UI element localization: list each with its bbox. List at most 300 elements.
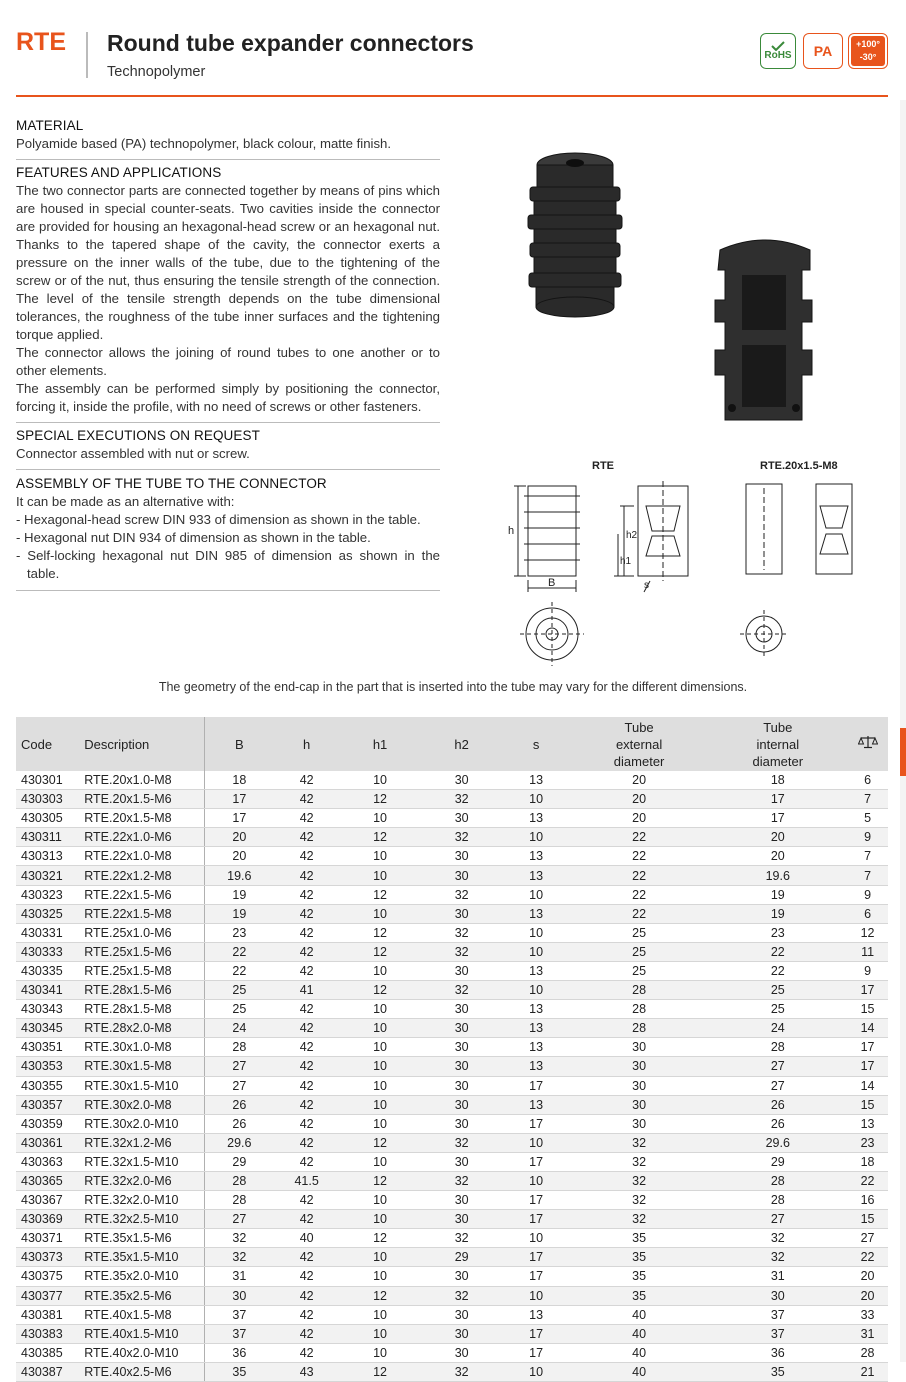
table-header-row (16, 717, 888, 771)
cell-h2: 30 (421, 771, 503, 790)
cell-h1: 10 (339, 1324, 421, 1343)
cell-tube-internal: 18 (708, 771, 847, 790)
table-row (16, 809, 888, 828)
cell-tube-external: 25 (570, 961, 709, 980)
technical-drawing (498, 476, 898, 666)
cell-h: 42 (274, 904, 339, 923)
cell-h2: 30 (421, 1324, 503, 1343)
cell-s: 13 (502, 1095, 569, 1114)
cell-description: RTE.32x2.0-M6 (80, 1171, 204, 1190)
cell-h: 42 (274, 828, 339, 847)
features-paragraph-1: The two connector parts are connected together by means of pins which are housed in special counter-seats. Two cavities inside the connector are provided for housing an hexagonal-head screw or an hexagonal nut. Thanks to the tapered shape of the cavity, the connector exerts a pressure on the inner walls of the tube, due to the tightening of the screw or of the nut, thus ensuring the tensile strength of the connection. The level of the tensile strength depends on the tube dimensional tolerances, the roughness of the tube inner surfaces and the tightening torque applied. (16, 183, 440, 342)
cell-description: RTE.30x1.0-M8 (80, 1038, 204, 1057)
cell-h2: 30 (421, 961, 503, 980)
cell-h2: 30 (421, 1038, 503, 1057)
cell-tube-external: 22 (570, 885, 709, 904)
table-row (16, 1057, 888, 1076)
side-tab-strip (900, 100, 906, 1362)
cell-h1: 10 (339, 771, 421, 790)
cell-code: 430377 (16, 1286, 80, 1305)
cell-tube-external: 28 (570, 981, 709, 1000)
cell-b: 37 (204, 1305, 274, 1324)
cell-h: 42 (274, 809, 339, 828)
divider (16, 590, 440, 591)
cell-tube-external: 40 (570, 1305, 709, 1324)
cell-s: 13 (502, 1000, 569, 1019)
assembly-title: ASSEMBLY OF THE TUBE TO THE CONNECTOR (16, 476, 327, 491)
cell-code: 430385 (16, 1343, 80, 1362)
cell-h1: 10 (339, 1076, 421, 1095)
cell-h2: 32 (421, 790, 503, 809)
cell-h2: 30 (421, 1267, 503, 1286)
cell-h1: 10 (339, 1343, 421, 1362)
cell-weight: 23 (847, 1133, 888, 1152)
cell-h1: 10 (339, 961, 421, 980)
cell-b: 37 (204, 1324, 274, 1343)
cell-s: 13 (502, 961, 569, 980)
cell-tube-internal: 26 (708, 1095, 847, 1114)
cell-h: 42 (274, 1057, 339, 1076)
temp-max: +100° (856, 39, 880, 49)
cell-code: 430313 (16, 847, 80, 866)
table-row (16, 1000, 888, 1019)
cell-tube-external: 32 (570, 1152, 709, 1171)
cell-b: 25 (204, 981, 274, 1000)
cell-b: 29.6 (204, 1133, 274, 1152)
cell-description: RTE.40x1.5-M10 (80, 1324, 204, 1343)
col-h1: h1 (339, 717, 421, 771)
cell-description: RTE.25x1.5-M8 (80, 961, 204, 980)
table-row (16, 1191, 888, 1210)
cell-tube-internal: 35 (708, 1362, 847, 1381)
cell-b: 22 (204, 961, 274, 980)
cell-s: 17 (502, 1210, 569, 1229)
cell-tube-internal: 22 (708, 942, 847, 961)
cell-tube-internal: 25 (708, 981, 847, 1000)
cell-code: 430375 (16, 1267, 80, 1286)
cell-tube-internal: 29.6 (708, 1133, 847, 1152)
cell-s: 10 (502, 923, 569, 942)
cell-description: RTE.35x2.0-M10 (80, 1267, 204, 1286)
cell-h1: 10 (339, 847, 421, 866)
cell-h: 41 (274, 981, 339, 1000)
cell-tube-internal: 17 (708, 809, 847, 828)
cell-tube-internal: 32 (708, 1248, 847, 1267)
cell-s: 10 (502, 1229, 569, 1248)
cell-h1: 10 (339, 1191, 421, 1210)
cell-tube-external: 32 (570, 1133, 709, 1152)
cell-description: RTE.30x2.0-M8 (80, 1095, 204, 1114)
cell-b: 29 (204, 1152, 274, 1171)
cell-description: RTE.25x1.5-M6 (80, 942, 204, 961)
cell-h2: 32 (421, 1229, 503, 1248)
cell-b: 18 (204, 771, 274, 790)
cell-h: 42 (274, 1114, 339, 1133)
material-label: PA (813, 43, 833, 59)
cell-tube-external: 25 (570, 923, 709, 942)
cell-b: 20 (204, 828, 274, 847)
cell-b: 27 (204, 1210, 274, 1229)
cell-weight: 9 (847, 885, 888, 904)
cell-h: 42 (274, 1286, 339, 1305)
cell-code: 430345 (16, 1019, 80, 1038)
active-section-tab[interactable] (900, 728, 906, 776)
table-row (16, 828, 888, 847)
cell-h1: 12 (339, 1133, 421, 1152)
cell-weight: 7 (847, 866, 888, 885)
cell-code: 430303 (16, 790, 80, 809)
features-text (16, 182, 440, 416)
cell-s: 13 (502, 847, 569, 866)
cell-code: 430321 (16, 866, 80, 885)
cell-weight: 20 (847, 1286, 888, 1305)
cell-tube-external: 30 (570, 1057, 709, 1076)
cell-description: RTE.20x1.0-M8 (80, 771, 204, 790)
cell-tube-external: 32 (570, 1210, 709, 1229)
cell-tube-internal: 19 (708, 885, 847, 904)
table-row (16, 1076, 888, 1095)
table-row (16, 1229, 888, 1248)
cell-s: 10 (502, 828, 569, 847)
cell-b: 19 (204, 904, 274, 923)
cell-s: 10 (502, 1362, 569, 1381)
cell-b: 28 (204, 1038, 274, 1057)
cell-tube-external: 20 (570, 809, 709, 828)
cell-h2: 30 (421, 1343, 503, 1362)
cell-code: 430371 (16, 1229, 80, 1248)
table-row (16, 1267, 888, 1286)
cell-description: RTE.28x2.0-M8 (80, 1019, 204, 1038)
cell-h1: 10 (339, 1267, 421, 1286)
cell-code: 430355 (16, 1076, 80, 1095)
table-row (16, 923, 888, 942)
cell-description: RTE.30x1.5-M10 (80, 1076, 204, 1095)
cell-h2: 30 (421, 1191, 503, 1210)
cell-weight: 9 (847, 828, 888, 847)
col-h2: h2 (421, 717, 503, 771)
cell-h1: 10 (339, 1000, 421, 1019)
cell-tube-internal: 37 (708, 1324, 847, 1343)
cell-s: 17 (502, 1324, 569, 1343)
cell-tube-external: 30 (570, 1095, 709, 1114)
cell-tube-external: 30 (570, 1114, 709, 1133)
cell-weight: 11 (847, 942, 888, 961)
dim-h2: h2 (626, 530, 638, 541)
cell-h: 43 (274, 1362, 339, 1381)
cell-h2: 30 (421, 866, 503, 885)
material-title: MATERIAL (16, 118, 84, 133)
cell-h: 40 (274, 1229, 339, 1248)
cell-b: 28 (204, 1171, 274, 1190)
list-item: - Hexagonal-head screw DIN 933 of dimension as shown in the table. (16, 512, 421, 527)
cell-h2: 30 (421, 1019, 503, 1038)
cell-h1: 10 (339, 1038, 421, 1057)
cell-tube-internal: 28 (708, 1191, 847, 1210)
cell-h1: 12 (339, 923, 421, 942)
cell-h: 42 (274, 771, 339, 790)
cell-h: 42 (274, 1267, 339, 1286)
cell-weight: 7 (847, 790, 888, 809)
cell-s: 10 (502, 981, 569, 1000)
table-row (16, 885, 888, 904)
table-row (16, 866, 888, 885)
cell-b: 31 (204, 1267, 274, 1286)
cell-b: 23 (204, 923, 274, 942)
cell-code: 430383 (16, 1324, 80, 1343)
cell-code: 430331 (16, 923, 80, 942)
cell-h1: 10 (339, 1019, 421, 1038)
table-row (16, 1305, 888, 1324)
table-row (16, 1248, 888, 1267)
cell-tube-internal: 26 (708, 1114, 847, 1133)
table-row (16, 1343, 888, 1362)
cell-s: 10 (502, 885, 569, 904)
cell-s: 13 (502, 771, 569, 790)
cell-description: RTE.28x1.5-M6 (80, 981, 204, 1000)
cell-weight: 21 (847, 1362, 888, 1381)
cell-weight: 6 (847, 904, 888, 923)
cell-tube-internal: 37 (708, 1305, 847, 1324)
cell-tube-external: 22 (570, 828, 709, 847)
material-text: Polyamide based (PA) technopolymer, black colour, matte finish. (16, 136, 392, 151)
cell-code: 430357 (16, 1095, 80, 1114)
cell-h1: 12 (339, 981, 421, 1000)
features-title: FEATURES AND APPLICATIONS (16, 165, 222, 180)
table-row (16, 790, 888, 809)
cell-h2: 29 (421, 1248, 503, 1267)
cell-h2: 30 (421, 1057, 503, 1076)
table-row (16, 1210, 888, 1229)
cell-tube-internal: 36 (708, 1343, 847, 1362)
cell-tube-external: 30 (570, 1076, 709, 1095)
cell-h2: 30 (421, 1000, 503, 1019)
table-row (16, 1019, 888, 1038)
cell-tube-external: 30 (570, 1038, 709, 1057)
table-row (16, 981, 888, 1000)
table-row (16, 1324, 888, 1343)
cell-s: 13 (502, 1057, 569, 1076)
col-weight (847, 717, 888, 771)
cell-h1: 12 (339, 828, 421, 847)
cell-weight: 22 (847, 1171, 888, 1190)
cell-weight: 22 (847, 1248, 888, 1267)
cell-h: 42 (274, 847, 339, 866)
table-row (16, 1362, 888, 1381)
cell-h: 42 (274, 1076, 339, 1095)
table-row (16, 1114, 888, 1133)
cell-s: 17 (502, 1248, 569, 1267)
table-row (16, 1152, 888, 1171)
dimensions-table (16, 717, 888, 1382)
cell-h1: 12 (339, 1171, 421, 1190)
dim-h: h (508, 525, 515, 537)
cell-tube-external: 28 (570, 1019, 709, 1038)
cell-s: 17 (502, 1152, 569, 1171)
cell-h2: 30 (421, 1076, 503, 1095)
cell-tube-internal: 29 (708, 1152, 847, 1171)
cell-weight: 14 (847, 1076, 888, 1095)
cell-s: 17 (502, 1191, 569, 1210)
cell-tube-external: 22 (570, 904, 709, 923)
col-tube-internal: Tube internal diameter (708, 717, 847, 771)
temperature-badge (848, 33, 888, 69)
cell-weight: 9 (847, 961, 888, 980)
assembly-list (16, 511, 440, 583)
cell-code: 430301 (16, 771, 80, 790)
cell-description: RTE.20x1.5-M8 (80, 809, 204, 828)
cell-tube-internal: 27 (708, 1076, 847, 1095)
cell-description: RTE.40x2.0-M10 (80, 1343, 204, 1362)
cell-description: RTE.40x2.5-M6 (80, 1362, 204, 1381)
cell-code: 430365 (16, 1171, 80, 1190)
assembly-text (16, 493, 440, 583)
cell-b: 32 (204, 1229, 274, 1248)
cell-tube-internal: 31 (708, 1267, 847, 1286)
cell-description: RTE.22x1.5-M6 (80, 885, 204, 904)
cell-b: 17 (204, 790, 274, 809)
cell-description: RTE.22x1.2-M8 (80, 866, 204, 885)
table-row (16, 771, 888, 790)
cell-weight: 15 (847, 1210, 888, 1229)
cell-tube-internal: 25 (708, 1000, 847, 1019)
cell-h2: 30 (421, 1114, 503, 1133)
cell-description: RTE.22x1.0-M6 (80, 828, 204, 847)
cell-tube-internal: 30 (708, 1286, 847, 1305)
cell-tube-internal: 19 (708, 904, 847, 923)
table-row (16, 1095, 888, 1114)
cell-tube-external: 35 (570, 1286, 709, 1305)
cell-b: 17 (204, 809, 274, 828)
drawing-label-variant: RTE.20x1.5-M8 (760, 460, 838, 472)
cell-h1: 10 (339, 1248, 421, 1267)
cell-b: 27 (204, 1076, 274, 1095)
cell-description: RTE.28x1.5-M8 (80, 1000, 204, 1019)
cell-h2: 32 (421, 923, 503, 942)
cell-code: 430369 (16, 1210, 80, 1229)
cell-b: 27 (204, 1057, 274, 1076)
col-description: Description (80, 717, 204, 771)
cell-code: 430311 (16, 828, 80, 847)
cell-weight: 28 (847, 1343, 888, 1362)
col-h: h (274, 717, 339, 771)
cell-h2: 32 (421, 1171, 503, 1190)
features-paragraph-2: The connector allows the joining of round tubes to one another or to other elements. (16, 345, 440, 378)
cell-weight: 27 (847, 1229, 888, 1248)
cell-h1: 10 (339, 1210, 421, 1229)
cell-tube-external: 35 (570, 1267, 709, 1286)
cell-code: 430373 (16, 1248, 80, 1267)
cell-weight: 31 (847, 1324, 888, 1343)
cell-s: 10 (502, 1133, 569, 1152)
cell-h: 42 (274, 1019, 339, 1038)
cell-s: 17 (502, 1114, 569, 1133)
cell-code: 430335 (16, 961, 80, 980)
cell-tube-internal: 24 (708, 1019, 847, 1038)
cell-h: 42 (274, 1191, 339, 1210)
cell-weight: 17 (847, 981, 888, 1000)
cell-h: 42 (274, 790, 339, 809)
cell-tube-internal: 27 (708, 1210, 847, 1229)
cell-weight: 14 (847, 1019, 888, 1038)
cell-weight: 17 (847, 1038, 888, 1057)
cell-tube-external: 40 (570, 1362, 709, 1381)
cell-b: 19.6 (204, 866, 274, 885)
cell-description: RTE.35x1.5-M10 (80, 1248, 204, 1267)
cell-h: 42 (274, 1210, 339, 1229)
cell-h: 42 (274, 866, 339, 885)
cell-s: 13 (502, 1305, 569, 1324)
table-row (16, 847, 888, 866)
col-code: Code (16, 717, 80, 771)
hole-icon (566, 159, 584, 167)
col-b: B (204, 717, 274, 771)
dim-b: B (548, 577, 556, 589)
cell-description: RTE.32x1.5-M10 (80, 1152, 204, 1171)
special-title: SPECIAL EXECUTIONS ON REQUEST (16, 428, 260, 443)
cell-code: 430305 (16, 809, 80, 828)
cell-tube-external: 40 (570, 1324, 709, 1343)
list-item: - Hexagonal nut DIN 934 of dimension as shown in the table. (16, 530, 371, 545)
dim-s: s (644, 580, 649, 591)
cell-h2: 32 (421, 981, 503, 1000)
product-code: RTE (16, 28, 66, 56)
cell-code: 430359 (16, 1114, 80, 1133)
cell-tube-external: 40 (570, 1343, 709, 1362)
cell-tube-external: 35 (570, 1229, 709, 1248)
cell-code: 430323 (16, 885, 80, 904)
cell-h: 42 (274, 1324, 339, 1343)
cell-description: RTE.35x2.5-M6 (80, 1286, 204, 1305)
cell-h: 42 (274, 1133, 339, 1152)
cell-h: 42 (274, 1248, 339, 1267)
cell-tube-external: 32 (570, 1171, 709, 1190)
cell-code: 430341 (16, 981, 80, 1000)
cell-s: 17 (502, 1076, 569, 1095)
cell-tube-external: 22 (570, 847, 709, 866)
list-item: - Self-locking hexagonal nut DIN 985 of dimension as shown in the table. (16, 548, 440, 581)
divider (16, 422, 440, 423)
cell-s: 17 (502, 1267, 569, 1286)
cell-tube-internal: 22 (708, 961, 847, 980)
temp-min: -30° (859, 52, 877, 62)
cell-tube-internal: 20 (708, 828, 847, 847)
cell-s: 13 (502, 866, 569, 885)
cell-code: 430333 (16, 942, 80, 961)
cell-weight: 18 (847, 1152, 888, 1171)
special-text: Connector assembled with nut or screw. (16, 446, 250, 461)
page-subtitle: Technopolymer (107, 64, 206, 80)
cell-tube-internal: 20 (708, 847, 847, 866)
cell-h: 42 (274, 1343, 339, 1362)
cell-h: 42 (274, 961, 339, 980)
cell-weight: 5 (847, 809, 888, 828)
col-s: s (502, 717, 569, 771)
cell-h2: 32 (421, 942, 503, 961)
cell-b: 35 (204, 1362, 274, 1381)
cell-h2: 30 (421, 847, 503, 866)
cell-code: 430363 (16, 1152, 80, 1171)
product-photo (520, 150, 830, 440)
cell-code: 430367 (16, 1191, 80, 1210)
cell-s: 13 (502, 809, 569, 828)
features-paragraph-3: The assembly can be performed simply by positioning the connector, forcing it, inside the profile, with no need of screws or other fasteners. (16, 381, 440, 414)
drawing-label-rte: RTE (592, 460, 614, 472)
cell-weight: 15 (847, 1000, 888, 1019)
header-divider (86, 32, 88, 78)
cell-h2: 32 (421, 828, 503, 847)
cell-h: 42 (274, 1305, 339, 1324)
cell-weight: 13 (847, 1114, 888, 1133)
